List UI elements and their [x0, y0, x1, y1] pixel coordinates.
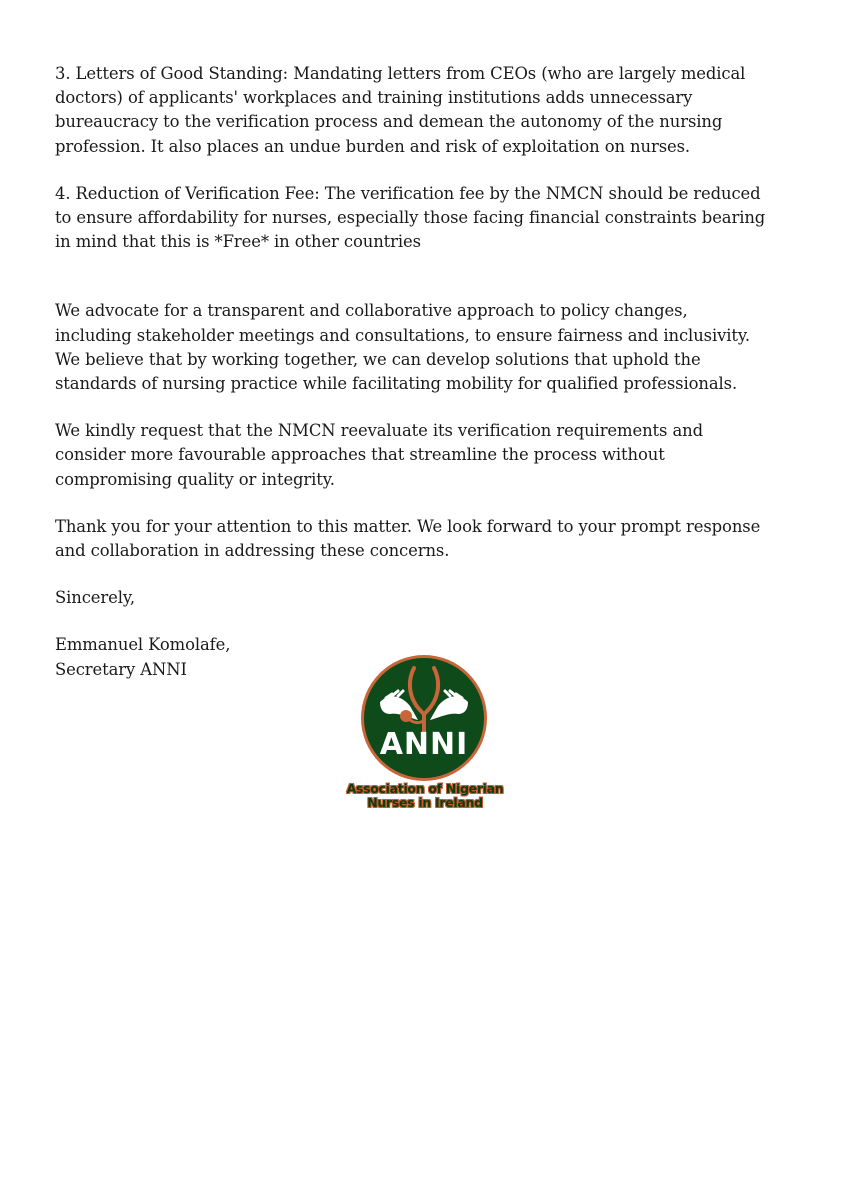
paragraph-letters-of-good-standing: 3. Letters of Good Standing: Mandating letters from CEOs (who are largely medical doctors) of applicants' workplaces and training institutions adds unnecessary bureaucracy to the verification process and demean the autonomy of the nursing profession. It also places an undue burden and risk of exploitation on nurses.: [55, 64, 746, 156]
signature-title: Secretary ANNI: [55, 659, 187, 679]
logo-caption-line1: Association of Nigerian: [346, 781, 504, 796]
anni-logo: [340, 654, 510, 814]
logo-caption-line2: Nurses in Ireland: [367, 795, 483, 810]
letter-body: [55, 62, 825, 682]
paragraph-verification-fee: 4. Reduction of Verification Fee: The verification fee by the NMCN should be reduced to ensure affordability for nurses, especially those facing financial constraints bearing in mind that this is *Free* in other countries: [55, 183, 766, 252]
anni-emblem: [340, 654, 510, 782]
paragraph-request: We kindly request that the NMCN reevaluate its verification requirements and consider more favourable approaches that streamline the process without compromising quality or integrity.: [55, 421, 703, 489]
paragraph-thanks: Thank you for your attention to this matter. We look forward to your prompt response and collaboration in addressing these concerns.: [55, 516, 761, 561]
paragraph-advocacy: We advocate for a transparent and collaborative approach to policy changes, including stakeholder meetings and consultations, to ensure fairness and inclusivity. We believe that by working together, we can develop solutions that uphold the standards of nursing practice while facilitating mobility for qualified professionals.: [55, 301, 750, 394]
logo-acronym: ANNI: [379, 727, 469, 762]
closing-salutation: Sincerely,: [55, 588, 135, 608]
signature-name: Emmanuel Komolafe,: [55, 635, 231, 655]
